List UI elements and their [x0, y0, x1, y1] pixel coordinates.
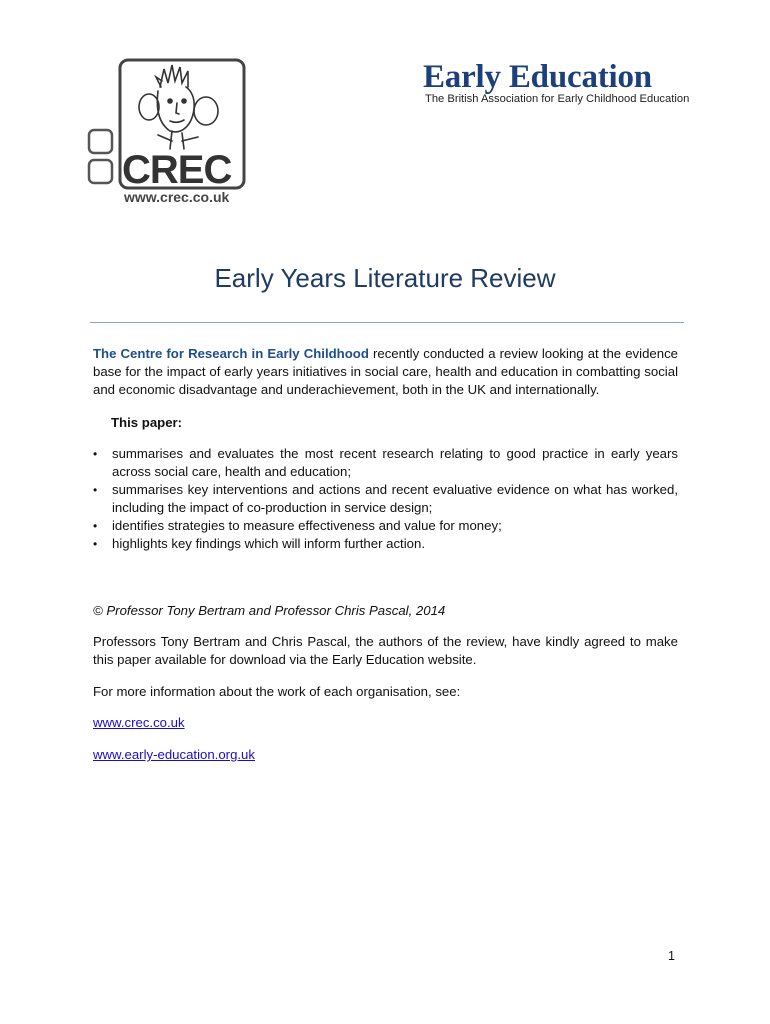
bullet-text: identifies strategies to measure effectiveness and value for money; — [112, 518, 502, 533]
title-divider — [90, 322, 684, 323]
crec-wordmark: CREC — [122, 148, 232, 192]
bullet-text: highlights key findings which will inform further action. — [112, 536, 425, 551]
early-education-subtitle: The British Association for Early Childhood Education — [425, 93, 690, 105]
page-number: 1 — [668, 949, 675, 963]
bullet-icon: • — [93, 483, 98, 497]
crec-logo — [86, 57, 250, 207]
early-education-logo — [423, 60, 688, 108]
intro-text: recently conducted a review looking at the evidence base for the impact of early years initiatives in social care, health and education in combatting social and economic disadvantage and underachievement, both in the UK and internationally. — [93, 346, 678, 397]
logo-square-bottom — [89, 160, 112, 183]
logo-square-top — [89, 130, 112, 153]
org-name: The Centre for Research in Early Childhood — [93, 346, 369, 361]
bullet-icon: • — [93, 537, 98, 551]
bullet-item — [93, 517, 678, 535]
crec-url: www.crec.co.uk — [124, 189, 230, 205]
early-education-title: Early Education — [423, 59, 652, 95]
bullet-text: summarises and evaluates the most recent research relating to good practice in early years across social care, health and education; — [112, 446, 678, 479]
copyright-notice: © Professor Tony Bertram and Professor Chris Pascal, 2014 — [93, 603, 446, 618]
bullet-item — [93, 481, 678, 517]
summary-bullet-list — [93, 445, 678, 553]
authors-note: Professors Tony Bertram and Chris Pascal, the authors of the review, have kindly agreed to make this paper available for download via the Early Education website. — [93, 634, 678, 667]
more-info-text: For more information about the work of each organisation, see: — [93, 684, 461, 699]
crec-website-link[interactable]: www.crec.co.uk — [93, 715, 185, 730]
early-education-website-link[interactable]: www.early-education.org.uk — [93, 747, 255, 762]
child-face-illustration — [139, 65, 218, 149]
intro-paragraph — [93, 345, 678, 399]
paper-heading: This paper: — [111, 415, 183, 430]
bullet-item — [93, 535, 678, 553]
bullet-item — [93, 445, 678, 481]
bullet-text: summarises key interventions and actions and recent evaluative evidence on what has worked, including the impact of co-production in service design; — [112, 482, 678, 515]
document-title: Early Years Literature Review — [214, 263, 556, 293]
bullet-icon: • — [93, 447, 98, 461]
bullet-icon: • — [93, 519, 98, 533]
